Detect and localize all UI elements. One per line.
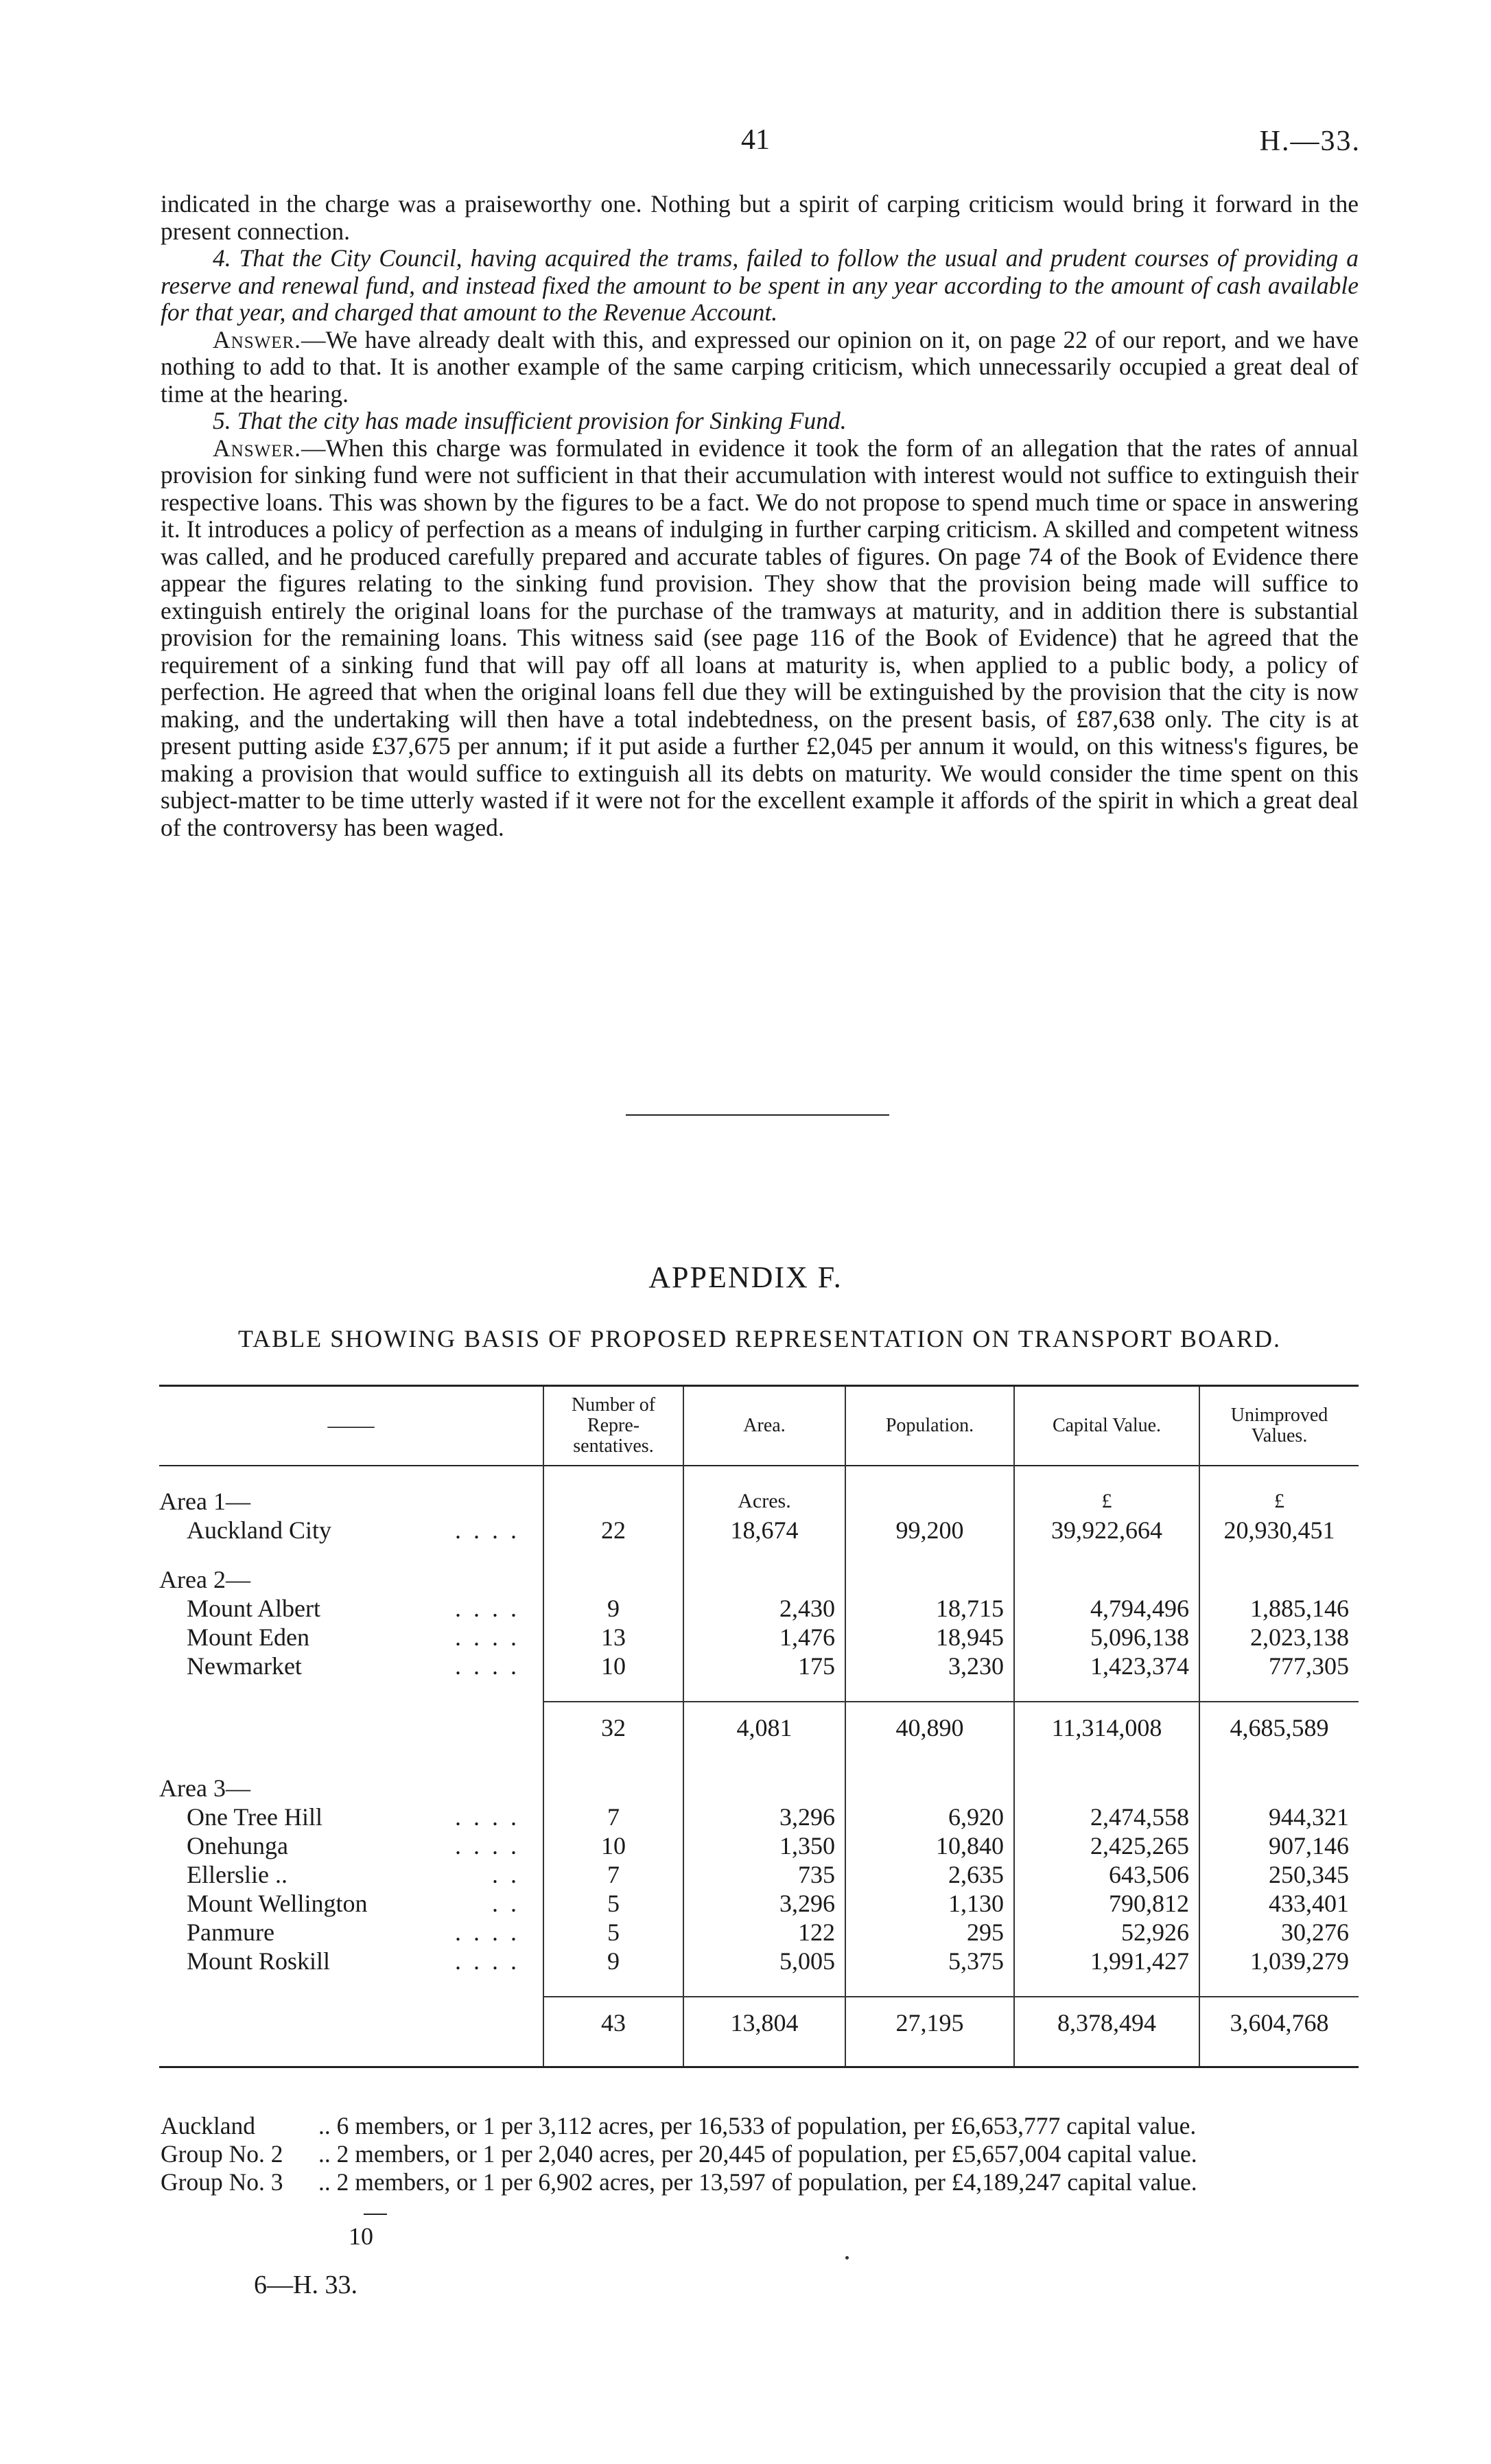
report-body bbox=[161, 191, 1359, 841]
total-representatives: 32 bbox=[543, 1702, 683, 1753]
note-label: Group No. 2 bbox=[161, 2140, 283, 2168]
unimproved-value: 30,276 bbox=[1199, 1918, 1359, 1947]
area-acres: 175 bbox=[683, 1652, 845, 1680]
capital-value: 4,794,496 bbox=[1014, 1594, 1199, 1623]
page-number: 41 bbox=[741, 124, 770, 156]
area-1-label-row bbox=[159, 1487, 1359, 1516]
note-label: Auckland bbox=[161, 2112, 256, 2139]
note-text: .. 2 members, or 1 per 6,902 acres, per 13,597 of population, per £4,189,247 capital value. bbox=[318, 2168, 1197, 2196]
population: 99,200 bbox=[845, 1516, 1014, 1545]
area-2-label-row bbox=[159, 1565, 1359, 1594]
unimproved-value: 944,321 bbox=[1199, 1803, 1359, 1831]
unimproved-value: 777,305 bbox=[1199, 1652, 1359, 1680]
representatives: 13 bbox=[543, 1623, 683, 1652]
district-name: Mount Eden .... bbox=[187, 1623, 529, 1651]
representatives: 7 bbox=[543, 1860, 683, 1889]
total-representatives: 43 bbox=[543, 1997, 683, 2048]
appendix-title: APPENDIX F. bbox=[648, 1260, 843, 1294]
population: 18,945 bbox=[845, 1623, 1014, 1652]
table-header-row bbox=[159, 1386, 1359, 1466]
answer-4 bbox=[161, 327, 1359, 408]
note-group-2 bbox=[161, 2140, 1359, 2168]
district-name: Mount Albert .... bbox=[187, 1595, 529, 1622]
document-reference: H.—33. bbox=[1259, 126, 1361, 157]
total-unimproved-value: 4,685,589 bbox=[1199, 1702, 1359, 1753]
district-name: Onehunga .... bbox=[187, 1832, 529, 1859]
table-title: TABLE SHOWING BASIS OF PROPOSED REPRESENTATION ON TRANSPORT BOARD. bbox=[238, 1325, 1281, 1352]
area-3-label-row bbox=[159, 1774, 1359, 1803]
representatives: 5 bbox=[543, 1889, 683, 1918]
representatives: 5 bbox=[543, 1918, 683, 1947]
table-row bbox=[159, 1516, 1359, 1545]
spacer-row bbox=[159, 1680, 1359, 1702]
area-acres: 735 bbox=[683, 1860, 845, 1889]
table-row bbox=[159, 1860, 1359, 1889]
note-text: .. 2 members, or 1 per 2,040 acres, per 20,445 of population, per £5,657,004 capital value. bbox=[318, 2140, 1197, 2168]
representation-table-wrapper bbox=[159, 1385, 1359, 2068]
spacer-row bbox=[159, 2048, 1359, 2067]
unimproved-value: 907,146 bbox=[1199, 1831, 1359, 1860]
note-auckland bbox=[161, 2112, 1359, 2140]
answer-5 bbox=[161, 435, 1359, 842]
unimproved-value: 250,345 bbox=[1199, 1860, 1359, 1889]
district-name: Newmarket .... bbox=[187, 1652, 529, 1680]
district-name: Mount Roskill .... bbox=[187, 1947, 529, 1975]
total-population: 40,890 bbox=[845, 1702, 1014, 1753]
total-capital-value: 8,378,494 bbox=[1014, 1997, 1199, 2048]
district-name: Panmure .... bbox=[187, 1919, 529, 1946]
sheet-mark: 6—H. 33. bbox=[254, 2271, 357, 2299]
total-area: 13,804 bbox=[683, 1997, 845, 2048]
answer-4-text: —We have already dealt with this, and expressed our opinion on it, on page 22 of our report, and we have nothing to add to that. It is another example of the same carping criticism, which unnecessarily occupied a great deal of time at the hearing. bbox=[161, 325, 1359, 408]
area-acres: 3,296 bbox=[683, 1889, 845, 1918]
area-1-label: Area 1— bbox=[159, 1488, 250, 1515]
area-acres: 5,005 bbox=[683, 1947, 845, 1975]
printing-dot bbox=[845, 2256, 849, 2260]
population: 18,715 bbox=[845, 1594, 1014, 1623]
note-label: Group No. 3 bbox=[161, 2168, 283, 2196]
capital-value: 1,991,427 bbox=[1014, 1947, 1199, 1975]
table-bottom-rule bbox=[159, 2067, 1359, 2069]
charge-4: 4. That the City Council, having acquired the trams, failed to follow the usual and prudent courses of providing a reserve and renewal fund, and instead fixed the amount to be spent in any year according to the amount of cash available for that year, and charged that amount to the Revenue Account. bbox=[161, 244, 1359, 326]
district-name: Mount Wellington .. bbox=[187, 1890, 529, 1917]
area-acres: 2,430 bbox=[683, 1594, 845, 1623]
note-text: .. 6 members, or 1 per 3,112 acres, per 16,533 of population, per £6,653,777 capital value. bbox=[318, 2112, 1197, 2139]
answer-label: Answer. bbox=[213, 434, 302, 462]
unimproved-value: 2,023,138 bbox=[1199, 1623, 1359, 1652]
header-unimproved-values: Unimproved Values. bbox=[1199, 1386, 1359, 1466]
district-name: Ellerslie .. .. bbox=[187, 1861, 529, 1888]
header-capital-value: Capital Value. bbox=[1014, 1386, 1199, 1466]
fraction-denominator: 10 bbox=[349, 2222, 373, 2250]
representatives: 22 bbox=[543, 1516, 683, 1545]
representatives: 9 bbox=[543, 1947, 683, 1975]
note-group-3 bbox=[161, 2168, 1359, 2196]
area-acres: 122 bbox=[683, 1918, 845, 1947]
area-acres: 1,350 bbox=[683, 1831, 845, 1860]
answer-5-text: —When this charge was formulated in evidence it took the form of an allegation that the rates of annual provision for sinking fund were not sufficient in that their accumulation with interest would not suffice to extinguish their respective loans. This was shown by the figures to be a fact. We do not propose to spend much time or space in answering it. It introduces a policy of perfection as a means of indulging in further carping criticism. A skilled and competent witness was called, and he produced carefully prepared and accurate tables of figures. On page 74 of the Book of Evidence there appear the figures relating to the sinking fund provision. They show that the provision being made will suffice to extinguish entirely the original loans for the purchase of the tramways at maturity, and in addition there is substantial provision for the remaining loans. This witness said (see page 116 of the Book of Evidence) that he agreed that the requirement of a sinking fund that will pay off all loans at maturity is, when applied to a public body, a policy of perfection. He agreed that when the original loans fell due they will be extinguished by the provision that the city is now making, and the undertaking will then have a total indebtedness, on the present basis, of £87,638 only. The city is at present putting aside £37,675 per annum; if it put aside a further £2,045 per annum it would, on this witness's figures, be making a provision that would suffice to extinguish all its debts on maturity. We would consider the time spent on this subject-matter to be time utterly wasted if it were not for the excellent example it affords of the spirit in which a great deal of the controversy has been waged. bbox=[161, 434, 1359, 841]
area-3-total-row bbox=[159, 1997, 1359, 2048]
capital-value: 2,474,558 bbox=[1014, 1803, 1199, 1831]
spacer-row bbox=[159, 1753, 1359, 1774]
representatives: 10 bbox=[543, 1831, 683, 1860]
area-acres: 3,296 bbox=[683, 1803, 845, 1831]
capital-value: 790,812 bbox=[1014, 1889, 1199, 1918]
population: 295 bbox=[845, 1918, 1014, 1947]
table-row bbox=[159, 1889, 1359, 1918]
population: 1,130 bbox=[845, 1889, 1014, 1918]
population: 6,920 bbox=[845, 1803, 1014, 1831]
capital-value: 5,096,138 bbox=[1014, 1623, 1199, 1652]
area-acres: 18,674 bbox=[683, 1516, 845, 1545]
population: 3,230 bbox=[845, 1652, 1014, 1680]
area-2-total-row bbox=[159, 1702, 1359, 1753]
fraction-bar bbox=[364, 2214, 387, 2215]
table-row bbox=[159, 1803, 1359, 1831]
table-row bbox=[159, 1652, 1359, 1680]
area-2-label: Area 2— bbox=[159, 1566, 250, 1593]
table-row bbox=[159, 1947, 1359, 1975]
table-row bbox=[159, 1623, 1359, 1652]
unimproved-value: 433,401 bbox=[1199, 1889, 1359, 1918]
unimproved-value: 20,930,451 bbox=[1199, 1516, 1359, 1545]
spacer-row bbox=[159, 1545, 1359, 1565]
unimproved-value: 1,885,146 bbox=[1199, 1594, 1359, 1623]
representation-table bbox=[159, 1385, 1359, 2068]
total-unimproved-value: 3,604,768 bbox=[1199, 1997, 1359, 2048]
total-area: 4,081 bbox=[683, 1702, 845, 1753]
paragraph-continuation: indicated in the charge was a praiseworthy one. Nothing but a spirit of carping criticism would bring it forward in the present connection. bbox=[161, 190, 1359, 245]
unit-pound-capital: £ bbox=[1014, 1487, 1199, 1516]
unimproved-value: 1,039,279 bbox=[1199, 1947, 1359, 1975]
header-population: Population. bbox=[845, 1386, 1014, 1466]
unit-pound-unimproved: £ bbox=[1199, 1487, 1359, 1516]
spacer-row bbox=[159, 1466, 1359, 1487]
table-row bbox=[159, 1594, 1359, 1623]
population: 10,840 bbox=[845, 1831, 1014, 1860]
header-representatives: Number of Repre-sentatives. bbox=[543, 1386, 683, 1466]
population: 5,375 bbox=[845, 1947, 1014, 1975]
representatives: 9 bbox=[543, 1594, 683, 1623]
representatives: 7 bbox=[543, 1803, 683, 1831]
representation-notes bbox=[161, 2112, 1359, 2196]
capital-value: 2,425,265 bbox=[1014, 1831, 1199, 1860]
representatives: 10 bbox=[543, 1652, 683, 1680]
section-divider bbox=[626, 1114, 889, 1116]
area-acres: 1,476 bbox=[683, 1623, 845, 1652]
capital-value: 643,506 bbox=[1014, 1860, 1199, 1889]
header-area: Area. bbox=[683, 1386, 845, 1466]
district-name: Auckland City .... bbox=[187, 1516, 529, 1544]
population: 2,635 bbox=[845, 1860, 1014, 1889]
answer-label: Answer. bbox=[213, 325, 302, 353]
unit-acres: Acres. bbox=[683, 1487, 845, 1516]
table-row bbox=[159, 1918, 1359, 1947]
total-population: 27,195 bbox=[845, 1997, 1014, 2048]
charge-5: 5. That the city has made insufficient provision for Sinking Fund. bbox=[213, 407, 847, 434]
table-row bbox=[159, 1831, 1359, 1860]
capital-value: 52,926 bbox=[1014, 1918, 1199, 1947]
header-blank: —— bbox=[327, 1413, 375, 1438]
spacer-row bbox=[159, 1975, 1359, 1997]
capital-value: 39,922,664 bbox=[1014, 1516, 1199, 1545]
area-3-label: Area 3— bbox=[159, 1774, 250, 1802]
district-name: One Tree Hill .... bbox=[187, 1803, 529, 1831]
capital-value: 1,423,374 bbox=[1014, 1652, 1199, 1680]
total-capital-value: 11,314,008 bbox=[1014, 1702, 1199, 1753]
